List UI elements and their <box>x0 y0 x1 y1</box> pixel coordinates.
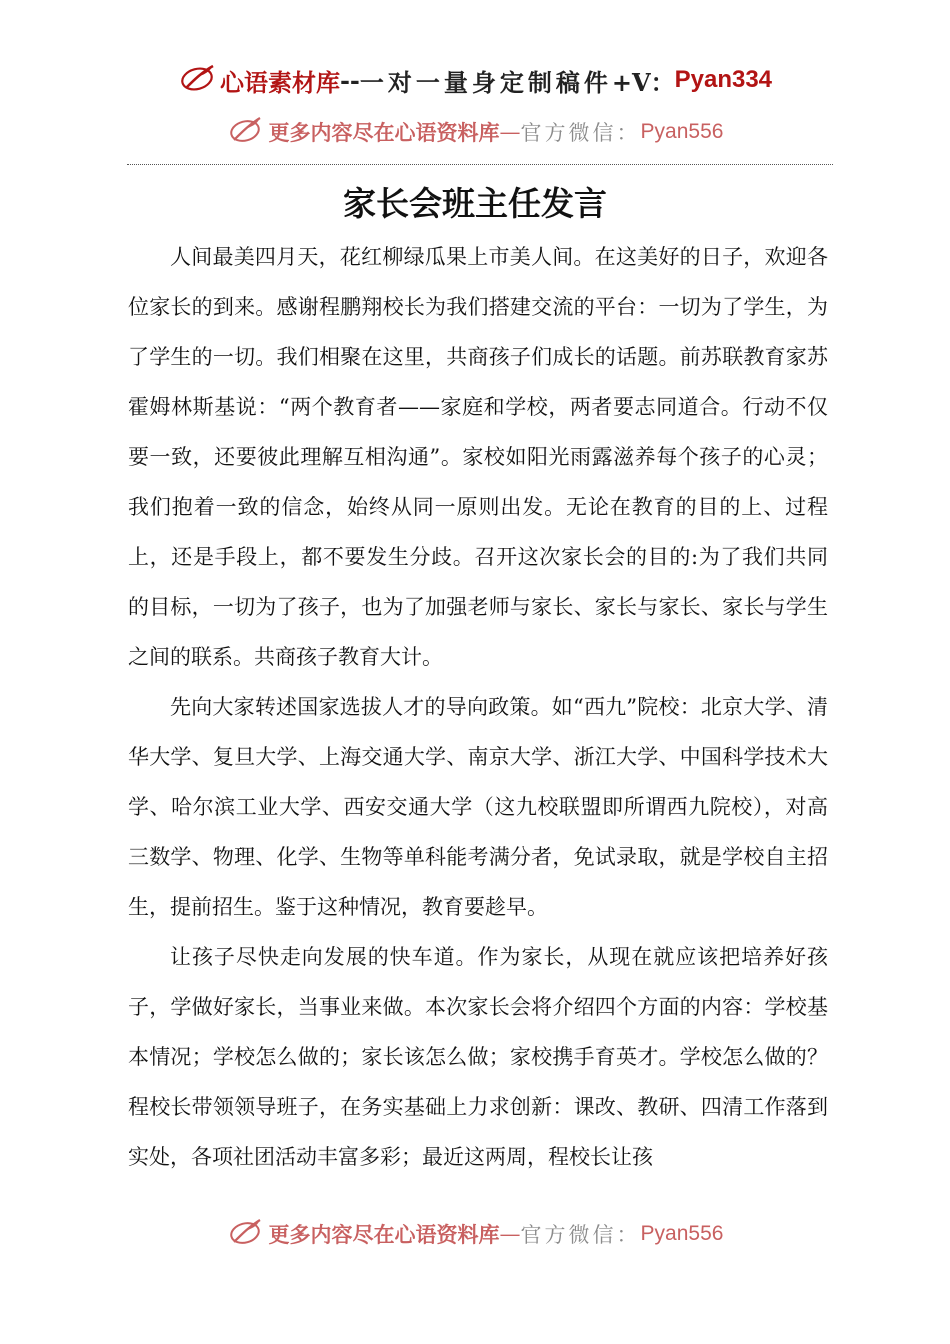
watermark-label: 官方微信： <box>520 1222 641 1247</box>
watermark-dash: — <box>499 1221 521 1246</box>
watermark-bottom <box>0 1216 950 1251</box>
paragraph: 让孩子尽快走向发展的快车道。作为家长，从现在就应该把培养好孩子，学做好家长，当事业来做。本次家长会将介绍四个方面的内容：学校基本情况；学校怎么做的；家长该怎么做；家校携手育英才。学校怎么做的？程校长带领领导班子，在务实基础上力求创新：课改、教研、四清工作落到实处，各项社团活动丰富多彩；最近这两周，程校长让孩 <box>128 945 828 1169</box>
document-title: 家长会班主任发言 <box>343 184 607 223</box>
watermark-text: 更多内容尽在心语资料库 <box>268 1221 500 1247</box>
watermark-dash: — <box>499 119 521 144</box>
header-separator: -- <box>339 65 360 95</box>
contact-prefix: +V： <box>611 67 675 97</box>
watermark-top <box>0 114 950 149</box>
watermark-label: 官方微信： <box>520 120 641 145</box>
header-banner <box>0 62 950 98</box>
paragraph: 人间最美四月天，花红柳绿瓜果上市美人间。在这美好的日子，欢迎各位家长的到来。感谢程鹏翔校长为我们搭建交流的平台：一切为了学生，为了学生的一切。我们相聚在这里，共商孩子们成长的话题。前苏联教育家苏霍姆林斯基说：“两个教育者——家庭和学校，两者要志同道合。行动不仅要一致，还要彼此理解互相沟通”。家校如阳光雨露滋养每个孩子的心灵；我们抱着一致的信念，始终从同一原则出发。无论在教育的目的上、过程上，还是手段上，都不要发生分歧。召开这次家长会的目的:为了我们共同的目标，一切为了孩子，也为了加强老师与家长、家长与家长、家长与学生之间的联系。共商孩子教育大计。 <box>128 245 828 669</box>
watermark-text: 更多内容尽在心语资料库 <box>268 119 500 145</box>
contact-id: Pyan334 <box>674 66 773 93</box>
feather-pen-watermark-icon <box>227 114 263 149</box>
feather-pen-watermark-icon <box>227 1216 263 1251</box>
document-body <box>128 232 828 1182</box>
header-divider <box>127 164 833 165</box>
paragraph: 先向大家转述国家选拔人才的导向政策。如“西九”院校：北京大学、清华大学、复旦大学、上海交通大学、南京大学、浙江大学、中国科学技术大学、哈尔滨工业大学、西安交通大学（这九校联盟即所谓西九院校），对高三数学、物理、化学、生物等单科能考满分者，免试录取，就是学校自主招生，提前招生。鉴于这种情况，教育要趁早。 <box>128 695 828 919</box>
feather-pen-logo-icon <box>178 62 216 98</box>
watermark-id: Pyan556 <box>640 119 724 143</box>
watermark-id: Pyan556 <box>640 1221 724 1245</box>
brand-name: 心语素材库 <box>219 67 340 97</box>
custom-service-text: 一对一量身定制稿件 <box>359 67 612 97</box>
